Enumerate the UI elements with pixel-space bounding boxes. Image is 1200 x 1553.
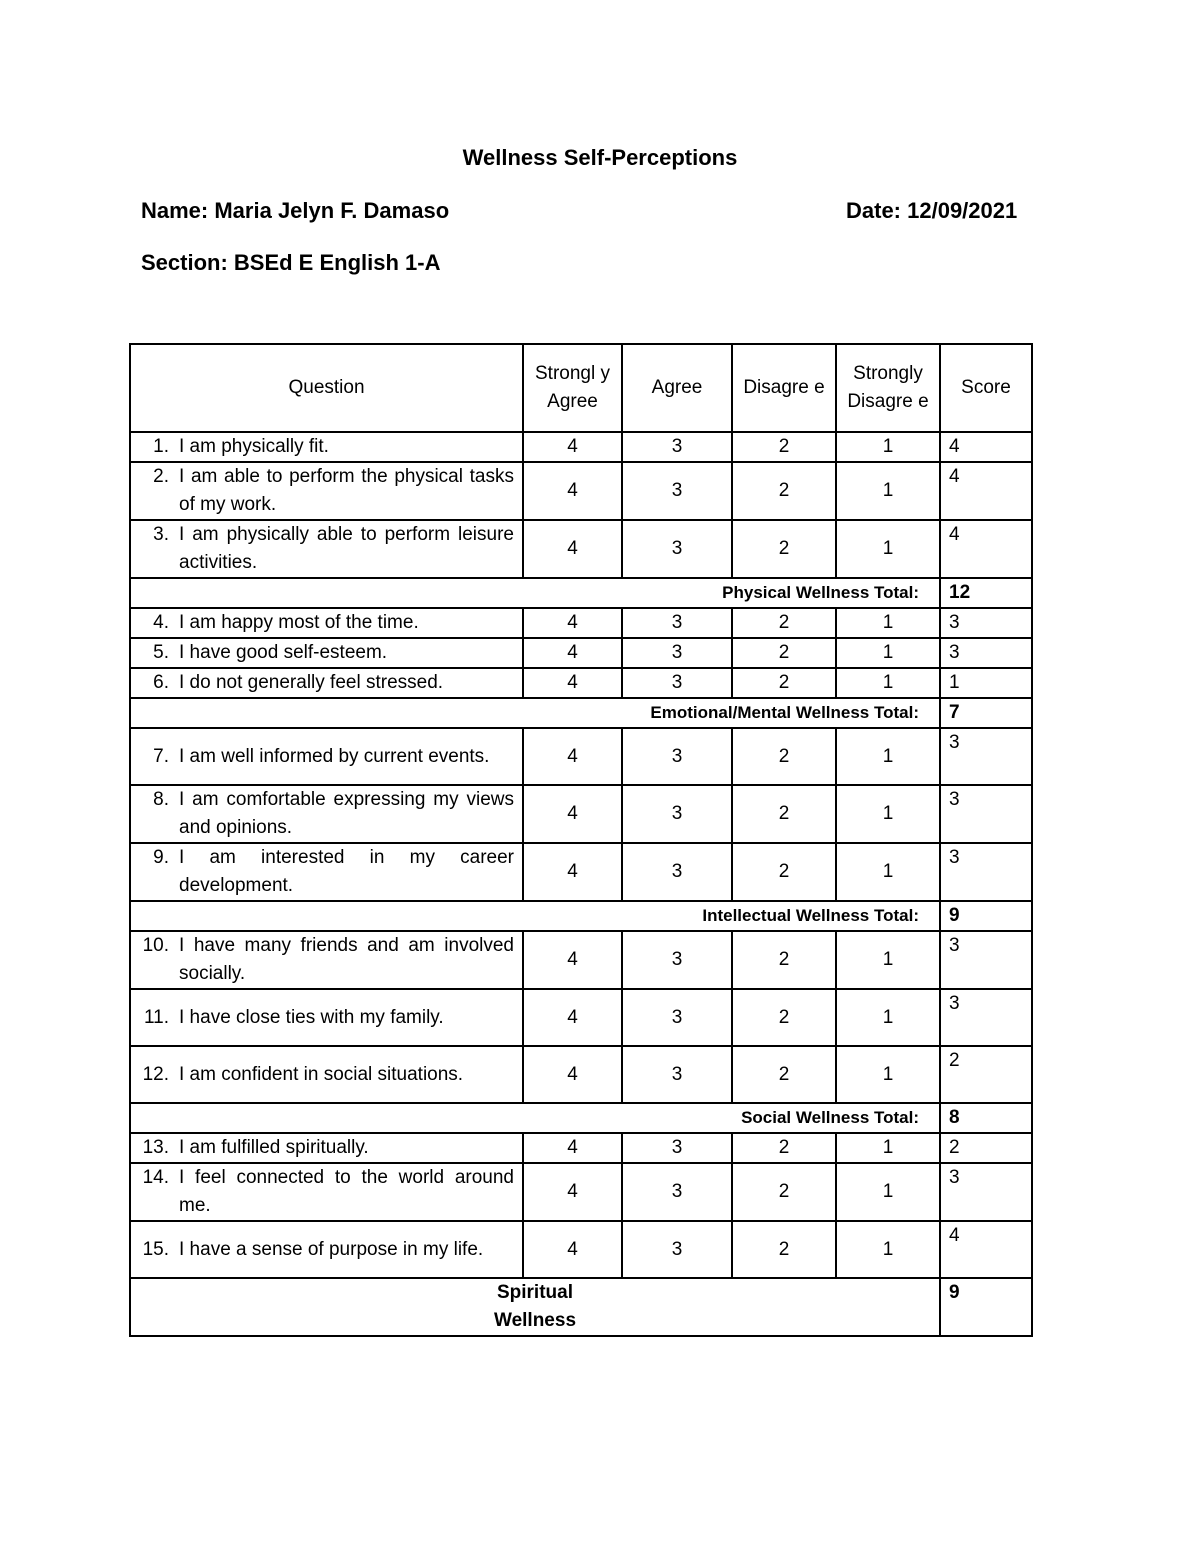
question-text: I am fulfilled spiritually.	[179, 1137, 369, 1158]
score-cell: 3	[940, 843, 1032, 901]
scale-option-cell: 1	[836, 785, 940, 843]
scale-option-cell: 4	[523, 785, 622, 843]
question-text: I have close ties with my family.	[179, 1006, 444, 1028]
question-number: 4.	[153, 612, 169, 633]
total-row-emotional	[130, 698, 1032, 728]
question-text: I am comfortable expressing my views and opinions.	[179, 789, 514, 838]
score-cell: 4	[940, 520, 1032, 578]
table-row	[130, 931, 1032, 989]
total-row-spiritual	[130, 1278, 1032, 1336]
question-cell	[130, 1221, 523, 1278]
scale-option-cell: 1	[836, 1163, 940, 1221]
scale-option-cell: 1	[836, 432, 940, 462]
question-cell	[130, 931, 523, 989]
question-text: I am physically fit.	[179, 436, 329, 457]
scale-option-cell: 3	[622, 638, 732, 668]
table-row	[130, 785, 1032, 843]
scale-option-cell: 4	[523, 432, 622, 462]
table-header-row	[130, 344, 1032, 432]
scale-option-cell: 4	[523, 608, 622, 638]
scale-option-cell: 1	[836, 520, 940, 578]
scale-option-cell: 2	[732, 1133, 836, 1163]
scale-option-cell: 2	[732, 785, 836, 843]
scale-option-cell: 3	[622, 728, 732, 785]
scale-option-cell: 2	[732, 931, 836, 989]
question-text: I am happy most of the time.	[179, 612, 419, 633]
question-cell	[130, 638, 523, 668]
total-row-intellectual	[130, 901, 1032, 931]
question-number: 15.	[142, 1238, 169, 1260]
question-text: I do not generally feel stressed.	[179, 672, 444, 693]
question-text: I am able to perform the physical tasks of my work.	[179, 466, 514, 515]
scale-option-cell: 3	[622, 1046, 732, 1103]
scale-option-cell: 4	[523, 462, 622, 520]
scale-option-cell: 1	[836, 989, 940, 1046]
score-cell: 4	[940, 432, 1032, 462]
question-text: I feel connected to the world around me.	[179, 1167, 514, 1216]
question-number: 14.	[142, 1167, 169, 1188]
scale-option-cell: 3	[622, 520, 732, 578]
question-cell	[130, 432, 523, 462]
scale-option-cell: 4	[523, 638, 622, 668]
question-cell	[130, 1163, 523, 1221]
total-score-emotional: 7	[940, 698, 1032, 728]
scale-option-cell: 3	[622, 668, 732, 698]
total-row-physical	[130, 578, 1032, 608]
total-label-physical: Physical Wellness Total:	[130, 578, 940, 608]
total-label-spiritual	[130, 1278, 940, 1336]
question-text: I have a sense of purpose in my life.	[179, 1238, 484, 1260]
table-row	[130, 462, 1032, 520]
scale-option-cell: 2	[732, 728, 836, 785]
question-number: 12.	[142, 1063, 169, 1085]
score-cell: 3	[940, 989, 1032, 1046]
question-cell	[130, 462, 523, 520]
table-row	[130, 1163, 1032, 1221]
header-score: Score	[940, 344, 1032, 432]
score-cell: 1	[940, 668, 1032, 698]
scale-option-cell: 4	[523, 843, 622, 901]
question-number: 3.	[153, 524, 169, 545]
question-number: 1.	[153, 436, 169, 457]
question-text: I am well informed by current events.	[179, 745, 490, 767]
total-row-social	[130, 1103, 1032, 1133]
total-score-intellectual: 9	[940, 901, 1032, 931]
scale-option-cell: 3	[622, 462, 732, 520]
scale-option-cell: 1	[836, 1133, 940, 1163]
scale-option-cell: 3	[622, 432, 732, 462]
question-cell	[130, 1133, 523, 1163]
question-number: 7.	[153, 745, 169, 767]
scale-option-cell: 1	[836, 1046, 940, 1103]
table-row	[130, 608, 1032, 638]
score-cell: 3	[940, 931, 1032, 989]
scale-option-cell: 1	[836, 462, 940, 520]
total-label-emotional: Emotional/Mental Wellness Total:	[130, 698, 940, 728]
header-disagree: Disagre e	[732, 344, 836, 432]
scale-option-cell: 2	[732, 520, 836, 578]
spiritual-total-label-text: Spiritual Wellness	[493, 1282, 577, 1331]
scale-option-cell: 3	[622, 608, 732, 638]
total-score-social: 8	[940, 1103, 1032, 1133]
header-strongly-agree: Strongl y Agree	[523, 344, 622, 432]
scale-option-cell: 2	[732, 1046, 836, 1103]
student-name: Name: Maria Jelyn F. Damaso	[141, 198, 450, 223]
wellness-table	[129, 343, 1033, 1337]
score-cell: 3	[940, 608, 1032, 638]
table-row	[130, 843, 1032, 901]
score-cell: 2	[940, 1133, 1032, 1163]
question-text: I am physically able to perform leisure activities.	[179, 524, 514, 573]
scale-option-cell: 3	[622, 1163, 732, 1221]
header-agree: Agree	[622, 344, 732, 432]
scale-option-cell: 4	[523, 520, 622, 578]
scale-option-cell: 3	[622, 1133, 732, 1163]
question-text: I have good self-esteem.	[179, 642, 388, 663]
scale-option-cell: 1	[836, 1221, 940, 1278]
scale-option-cell: 2	[732, 462, 836, 520]
question-cell	[130, 785, 523, 843]
score-cell: 3	[940, 785, 1032, 843]
total-label-intellectual: Intellectual Wellness Total:	[130, 901, 940, 931]
question-text: I am interested in my career development.	[179, 847, 514, 896]
question-cell	[130, 668, 523, 698]
question-number: 9.	[153, 847, 169, 868]
score-cell: 4	[940, 462, 1032, 520]
question-cell	[130, 728, 523, 785]
survey-date: Date: 12/09/2021	[846, 198, 1018, 223]
scale-option-cell: 1	[836, 843, 940, 901]
header-question: Question	[130, 344, 523, 432]
question-number: 2.	[153, 466, 169, 487]
scale-option-cell: 2	[732, 638, 836, 668]
scale-option-cell: 1	[836, 638, 940, 668]
question-number: 11.	[143, 1006, 169, 1028]
score-cell: 3	[940, 728, 1032, 785]
table-row	[130, 728, 1032, 785]
table-row	[130, 1221, 1032, 1278]
question-text: I am confident in social situations.	[179, 1063, 464, 1085]
header-strongly-disagree: Strongly Disagre e	[836, 344, 940, 432]
table-row	[130, 432, 1032, 462]
scale-option-cell: 2	[732, 989, 836, 1046]
total-label-social: Social Wellness Total:	[130, 1103, 940, 1133]
total-score-spiritual: 9	[940, 1278, 1032, 1336]
scale-option-cell: 3	[622, 931, 732, 989]
question-cell	[130, 1046, 523, 1103]
scale-option-cell: 1	[836, 931, 940, 989]
table-row	[130, 668, 1032, 698]
scale-option-cell: 2	[732, 432, 836, 462]
scale-option-cell: 2	[732, 668, 836, 698]
scale-option-cell: 3	[622, 1221, 732, 1278]
question-number: 8.	[153, 789, 169, 810]
score-cell: 4	[940, 1221, 1032, 1278]
score-cell: 2	[940, 1046, 1032, 1103]
question-number: 13.	[142, 1137, 169, 1158]
scale-option-cell: 2	[732, 843, 836, 901]
table-row	[130, 1133, 1032, 1163]
scale-option-cell: 3	[622, 843, 732, 901]
document-title: Wellness Self-Perceptions	[462, 145, 738, 170]
scale-option-cell: 3	[622, 785, 732, 843]
scale-option-cell: 4	[523, 1221, 622, 1278]
question-cell	[130, 989, 523, 1046]
question-cell	[130, 608, 523, 638]
scale-option-cell: 1	[836, 668, 940, 698]
scale-option-cell: 2	[732, 608, 836, 638]
score-cell: 3	[940, 1163, 1032, 1221]
scale-option-cell: 2	[732, 1163, 836, 1221]
question-number: 6.	[153, 672, 169, 693]
scale-option-cell: 4	[523, 668, 622, 698]
question-number: 10.	[142, 935, 169, 956]
scale-option-cell: 4	[523, 1133, 622, 1163]
scale-option-cell: 4	[523, 931, 622, 989]
table-row	[130, 1046, 1032, 1103]
total-score-physical: 12	[940, 578, 1032, 608]
scale-option-cell: 4	[523, 1163, 622, 1221]
scale-option-cell: 4	[523, 989, 622, 1046]
question-text: I have many friends and am involved socially.	[179, 935, 514, 984]
score-cell: 3	[940, 638, 1032, 668]
scale-option-cell: 1	[836, 728, 940, 785]
table-row	[130, 989, 1032, 1046]
table-row	[130, 520, 1032, 578]
question-cell	[130, 843, 523, 901]
scale-option-cell: 2	[732, 1221, 836, 1278]
question-cell	[130, 520, 523, 578]
scale-option-cell: 3	[622, 989, 732, 1046]
scale-option-cell: 1	[836, 608, 940, 638]
scale-option-cell: 4	[523, 1046, 622, 1103]
table-row	[130, 638, 1032, 668]
student-section: Section: BSEd E English 1-A	[141, 250, 441, 275]
scale-option-cell: 4	[523, 728, 622, 785]
question-number: 5.	[153, 642, 169, 663]
